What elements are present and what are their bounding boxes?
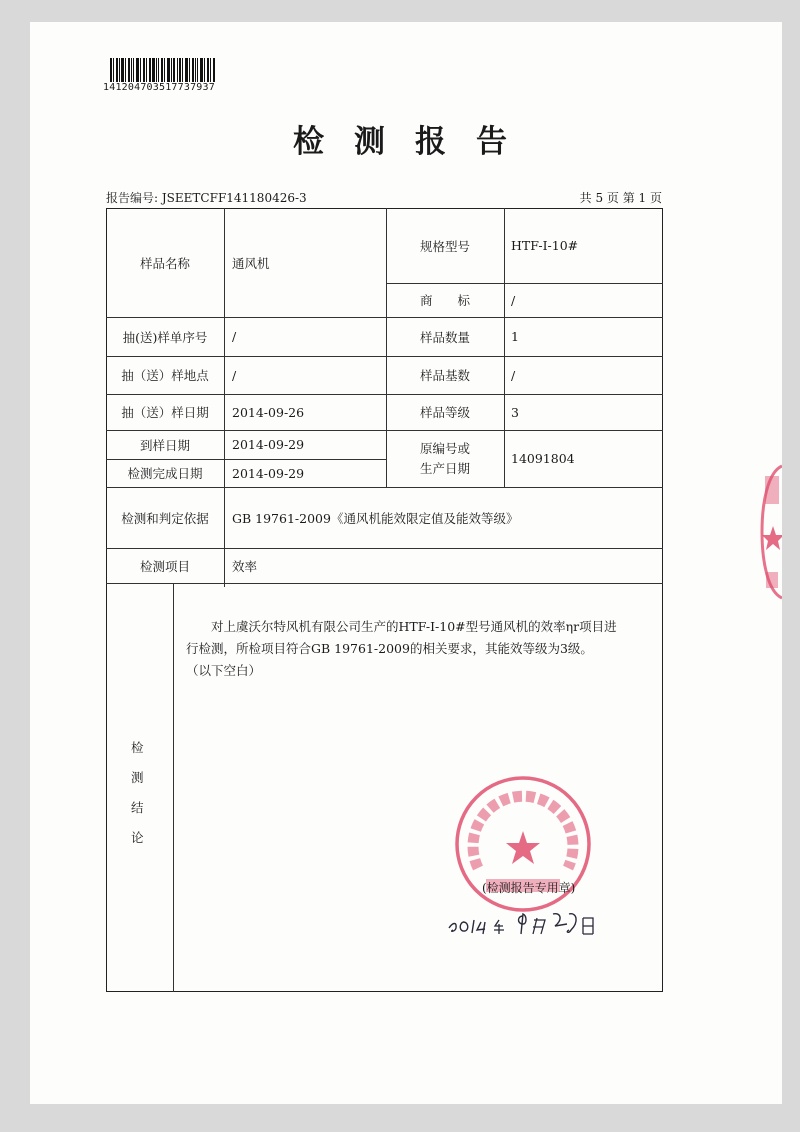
table-line bbox=[504, 208, 505, 487]
sample-name-value: 通风机 bbox=[232, 255, 270, 271]
report-number-value: JSEETCFF141180426-3 bbox=[161, 191, 307, 205]
base-value: / bbox=[511, 367, 516, 383]
sampling-place-value: / bbox=[232, 367, 237, 383]
conclusion-line: 对上虞沃尔特风机有限公司生产的HTF-I-10#型号通风机的效率ηr项目进 bbox=[186, 619, 617, 634]
handwritten-signature bbox=[441, 900, 611, 940]
conclusion-line: （以下空白） bbox=[186, 663, 262, 678]
brand-label: 商 标 bbox=[419, 293, 470, 308]
sampling-date-label: 抽（送）样日期 bbox=[121, 405, 209, 420]
page-title: 检测报告 bbox=[293, 124, 537, 160]
conclusion-text bbox=[186, 616, 651, 682]
table-line bbox=[173, 583, 174, 992]
test-complete-label: 检测完成日期 bbox=[127, 466, 203, 481]
sample-name-label: 样品名称 bbox=[139, 255, 190, 271]
quantity-value: 1 bbox=[511, 329, 519, 344]
items-label: 检测项目 bbox=[139, 558, 190, 574]
side-seal-fragment bbox=[758, 462, 782, 602]
sampling-no-value: / bbox=[232, 329, 237, 344]
basis-value: GB 19761-2009《通风机能效限定值及能效等级》 bbox=[232, 510, 519, 526]
arrival-date-value: 2014-09-29 bbox=[232, 437, 305, 452]
report-number bbox=[106, 189, 307, 206]
sampling-place-label: 抽（送）样地点 bbox=[121, 368, 209, 383]
sampling-date-value: 2014-09-26 bbox=[232, 404, 305, 420]
conclusion-label-char: 结 bbox=[131, 800, 144, 815]
conclusion-label bbox=[131, 738, 147, 858]
orig-no-label bbox=[386, 430, 504, 487]
model-value: HTF-I-10# bbox=[511, 238, 579, 253]
conclusion-label-char: 论 bbox=[131, 830, 144, 845]
barcode-number: 141204703517737937 bbox=[103, 82, 215, 93]
conclusion-line: 行检测，所检项目符合GB 19761-2009的相关要求，其能效等级为3级。 bbox=[186, 641, 593, 656]
basis-label: 检测和判定依据 bbox=[121, 510, 209, 526]
seal-caption: (检测报告专用章) bbox=[482, 881, 576, 895]
grade-value: 3 bbox=[511, 404, 519, 420]
test-complete-value: 2014-09-29 bbox=[232, 465, 305, 481]
items-value: 效率 bbox=[232, 558, 258, 574]
orig-no-value: 14091804 bbox=[511, 451, 575, 466]
brand-value: / bbox=[511, 292, 516, 308]
quantity-label: 样品数量 bbox=[419, 329, 470, 345]
conclusion-label-char: 检 bbox=[131, 740, 144, 755]
orig-no-label-line2: 生产日期 bbox=[419, 460, 470, 476]
grade-label: 样品等级 bbox=[419, 405, 470, 420]
conclusion-label-char: 测 bbox=[131, 770, 144, 785]
arrival-date-label: 到样日期 bbox=[139, 437, 190, 453]
orig-no-label-line1: 原编号或 bbox=[419, 440, 470, 456]
base-label: 样品基数 bbox=[419, 368, 470, 383]
report-number-label: 报告编号: bbox=[106, 191, 159, 205]
barcode-image bbox=[110, 58, 216, 82]
table-line bbox=[224, 208, 225, 587]
table-line bbox=[106, 583, 663, 584]
sampling-no-label: 抽(送)样单序号 bbox=[122, 329, 208, 345]
page-info: 共 5 页 第 1 页 bbox=[579, 191, 662, 205]
model-label: 规格型号 bbox=[419, 238, 470, 254]
